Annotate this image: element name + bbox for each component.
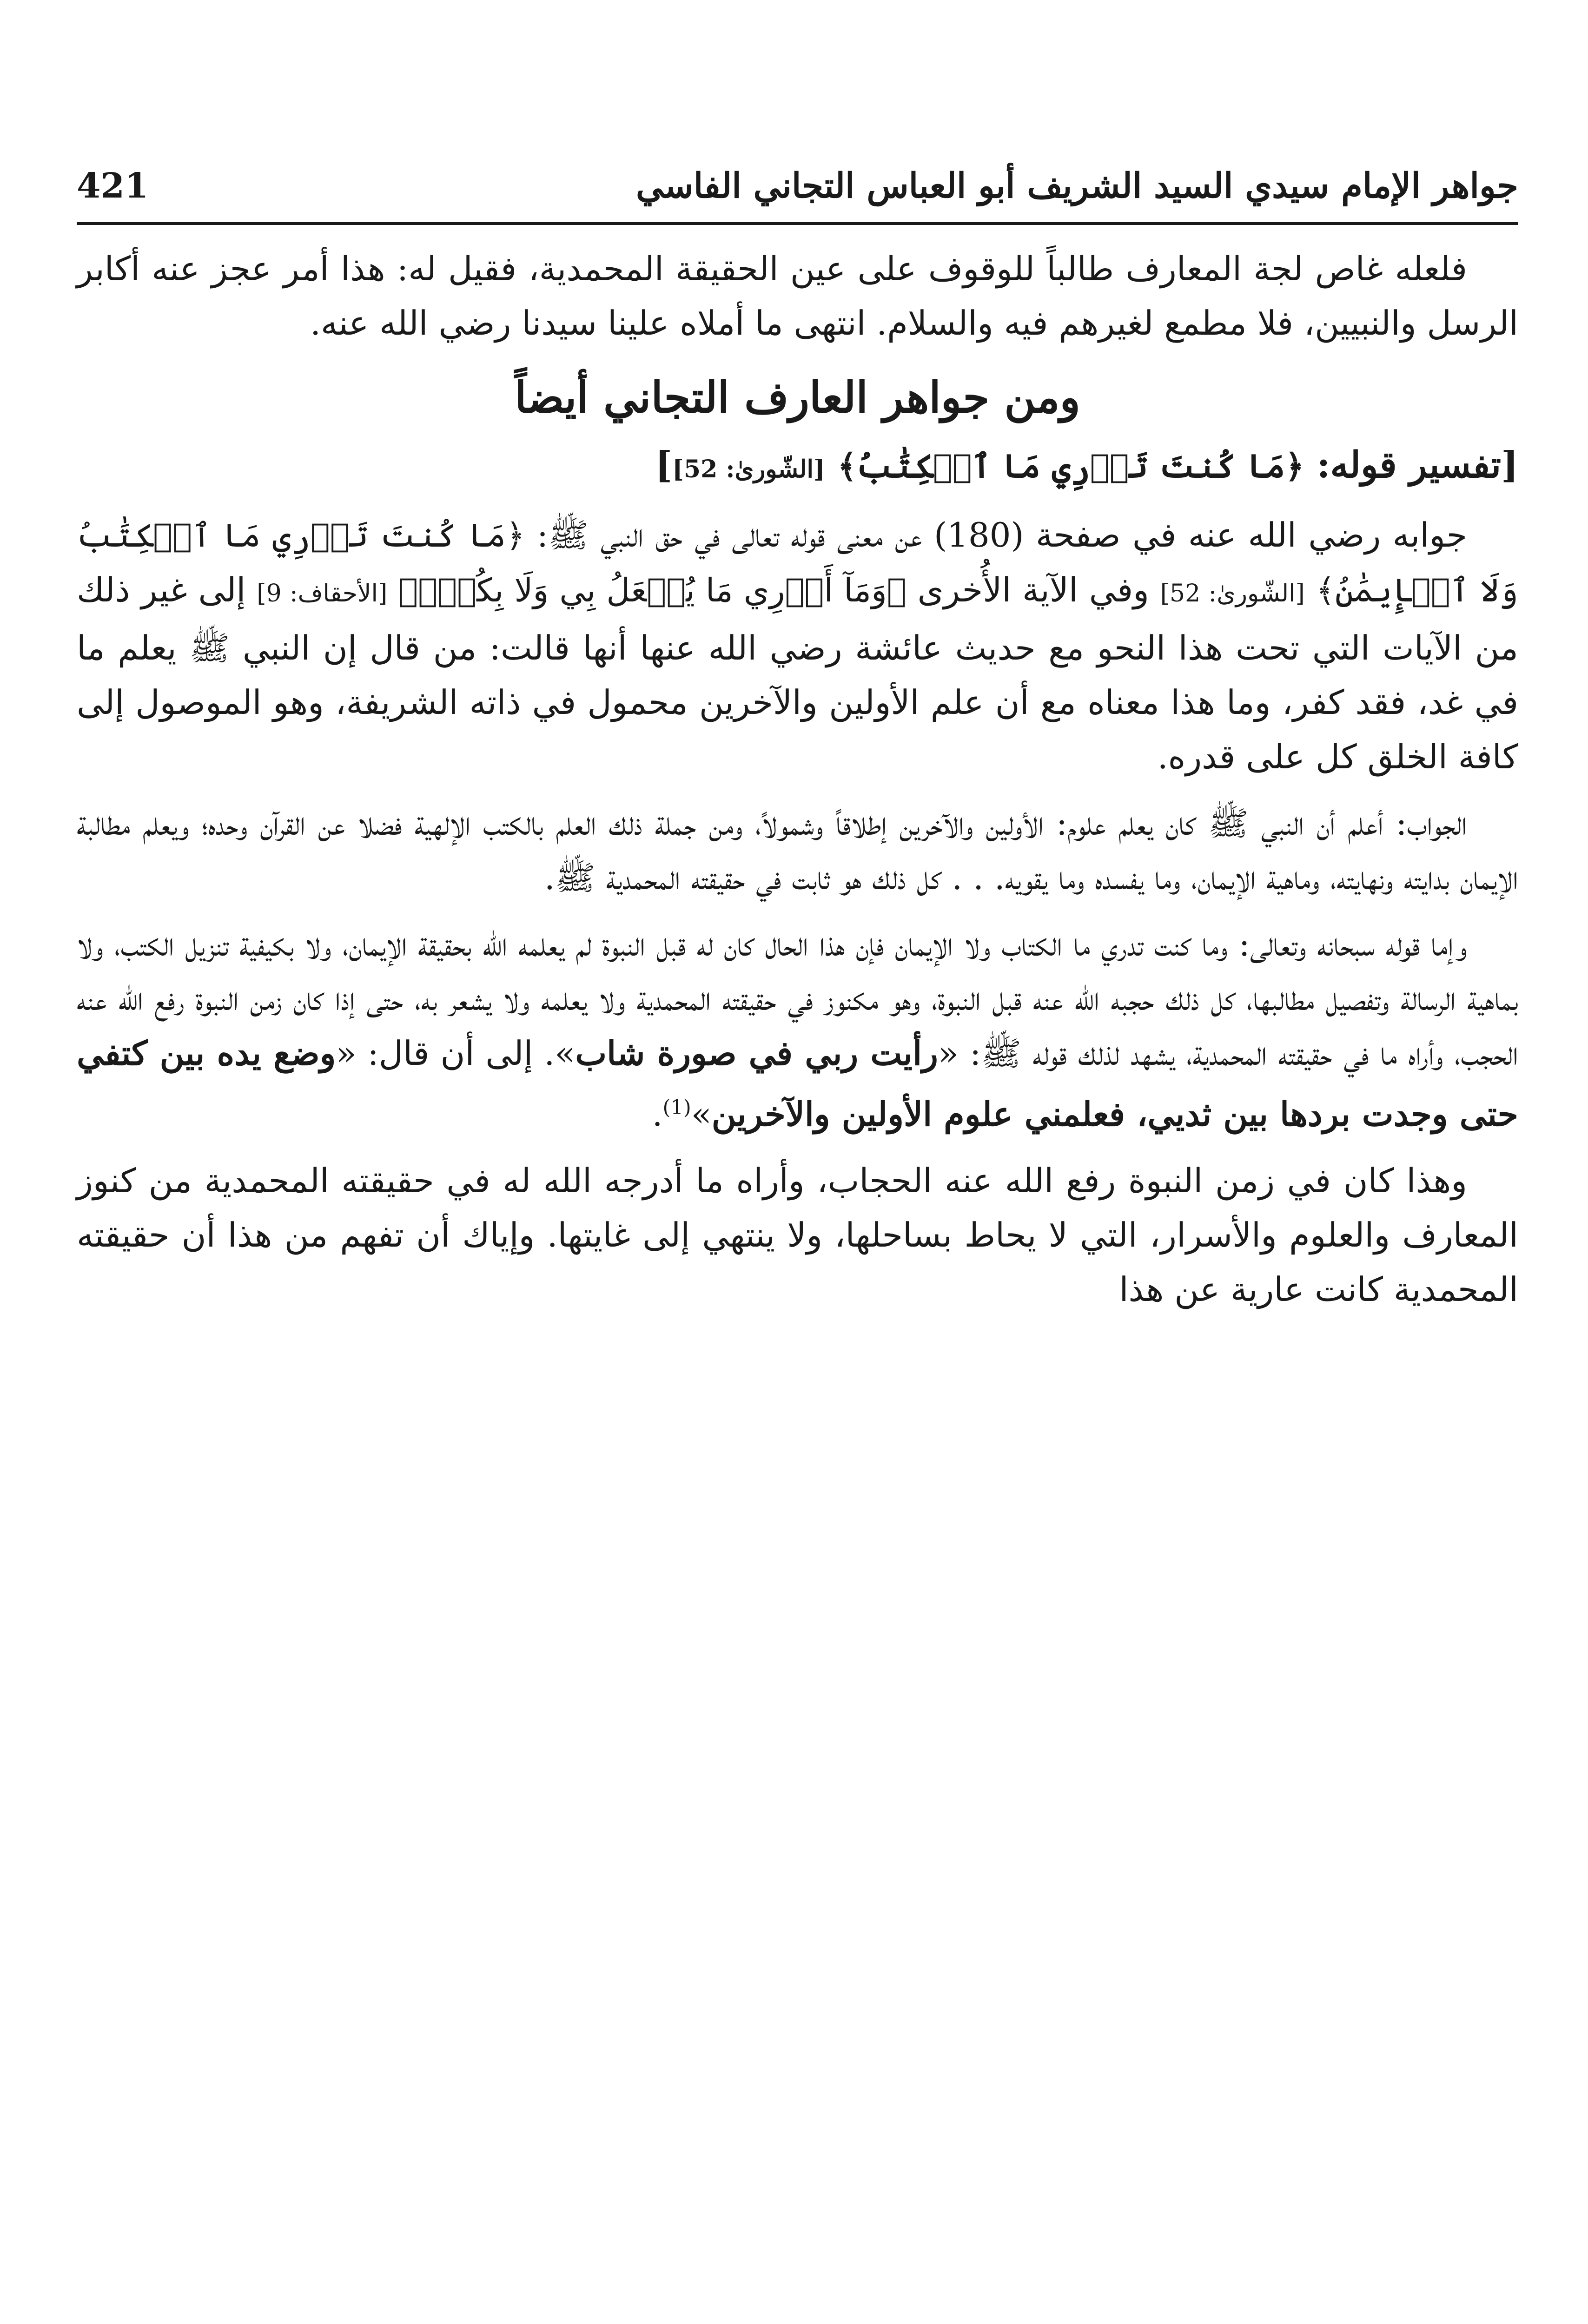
paragraph-1	[77, 508, 1518, 784]
p1-reference-2: [الأحقاف: 9]	[257, 580, 388, 607]
subheading-reference: [الشّورىٰ: 52]	[672, 455, 825, 483]
running-header	[77, 153, 1518, 218]
intro-paragraph	[77, 242, 1518, 350]
p3-end: .	[652, 1095, 663, 1134]
subheading-verse: ﴿مَا كُنتَ تَدۡرِي مَا ٱلۡكِتَٰبُ﴾	[837, 447, 1304, 485]
page-number: 421	[77, 166, 149, 206]
p3-text-b: ». إلى أن قال: «	[336, 1034, 576, 1073]
p2-text: الجواب: أعلم أن النبي ﷺ كان يعلم علوم: الأولين والآخرين إطلاقاً وشمولاً، ومن جملة ذلك العلم بالكتب الإلهية فضلا عن القرآن وحده؛ ويعلم مطالبة الإيمان بدايته ونهايته، وماهية الإيمان، وما يفسده وما يقويه. . . كل ذلك هو ثابت في حقيقته المحمدية ﷺ.	[77, 804, 1518, 897]
book-title: جواهر الإمام سيدي السيد الشريف أبو العباس التجاني الفاسي	[636, 166, 1518, 206]
p1-text-b: وفي الآية الأُخرى	[917, 570, 1149, 609]
p1-text-c: إلى غير ذلك من الآيات التي تحت هذا النحو مع حديث عائشة رضي الله عنها أنها قالت: من قال إن النبي ﷺ يعلم ما في غد، فقد كفر، وما هذا معناه مع أن علم الأولين والآخرين محمول في ذاته الشريفة، وهو الموصول إلى كافة الخلق كل على قدره.	[77, 570, 1519, 776]
p1-verse-2: ﴿وَمَآ أَدۡرِي مَا يُفۡعَلُ بِي وَلَا بِكُمۡۖ﴾	[398, 571, 906, 609]
subheading-label: [تفسير قوله:	[1317, 444, 1518, 486]
intro-text: فلعله غاص لجة المعارف طالباً للوقوف على عين الحقيقة المحمدية، فقيل له: هذا أمر عجز عنه أكابر الرسل والنبيين، فلا مطمع لغيرهم فيه والسلام. انتهى ما أملاه علينا سيدنا رضي الله عنه.	[77, 249, 1518, 343]
subheading-close: ]	[655, 444, 673, 486]
section-subheading	[77, 435, 1518, 500]
section-heading: ومن جواهر العارف التجاني أيضاً	[515, 372, 1080, 423]
p3-text-a: وإما قوله سبحانه وتعالى: وما كنت تدري ما الكتاب ولا الإيمان فإن هذا الحال كان له قبل النبوة لم يعلمه الله بحقيقة الإيمان، ولا بكيفية تنزيل الكتب، ولا بماهية الرسالة وتفصيل مطالبها، كل ذلك حجبه الله عنه قبل النبوة، وهو مكنوز في حقيقته المحمدية ولا يعلمه ولا يشعر به، حتى إذا كان زمن النبوة رفع الله عنه الحجب، وأراه ما في حقيقته المحمدية، يشهد لذلك قوله ﷺ: «	[77, 924, 1518, 1073]
p4-text: وهذا كان في زمن النبوة رفع الله عنه الحجاب، وأراه ما أدرجه الله له في حقيقته المحمدية من كنوز المعارف والعلوم والأسرار، التي لا يحاط بساحلها، ولا ينتهي إلى غايتها. وإياك أن تفهم من هذا أن حقيقته المحمدية كانت عارية عن هذا	[77, 1161, 1518, 1309]
header-divider	[77, 222, 1518, 225]
paragraph-3	[77, 917, 1518, 1142]
paragraph-2	[77, 796, 1518, 905]
p3-hadith-2: وضع يده بين كتفي حتى وجدت بردها بين ثديي، فعلمني علوم الأولين والآخرين	[77, 1033, 1518, 1134]
footnote-reference[interactable]: (1)	[662, 1096, 691, 1119]
p1-text-a: جوابه رضي الله عنه في صفحة (180) عن معنى قوله تعالى في حق النبي ﷺ:	[536, 515, 1468, 555]
p3-text-c: »	[691, 1095, 712, 1134]
paragraph-4	[77, 1154, 1518, 1317]
p1-reference-1: [الشّورىٰ: 52]	[1160, 580, 1305, 607]
main-text	[77, 242, 1518, 1329]
p3-hadith-1: رأيت ربي في صورة شاب	[575, 1033, 938, 1073]
p1-verse-1: ﴿مَا كُنتَ تَدۡرِي مَا ٱلۡكِتَٰبُ وَلَا ٱلۡإِيمَٰنُ﴾	[77, 516, 1519, 609]
